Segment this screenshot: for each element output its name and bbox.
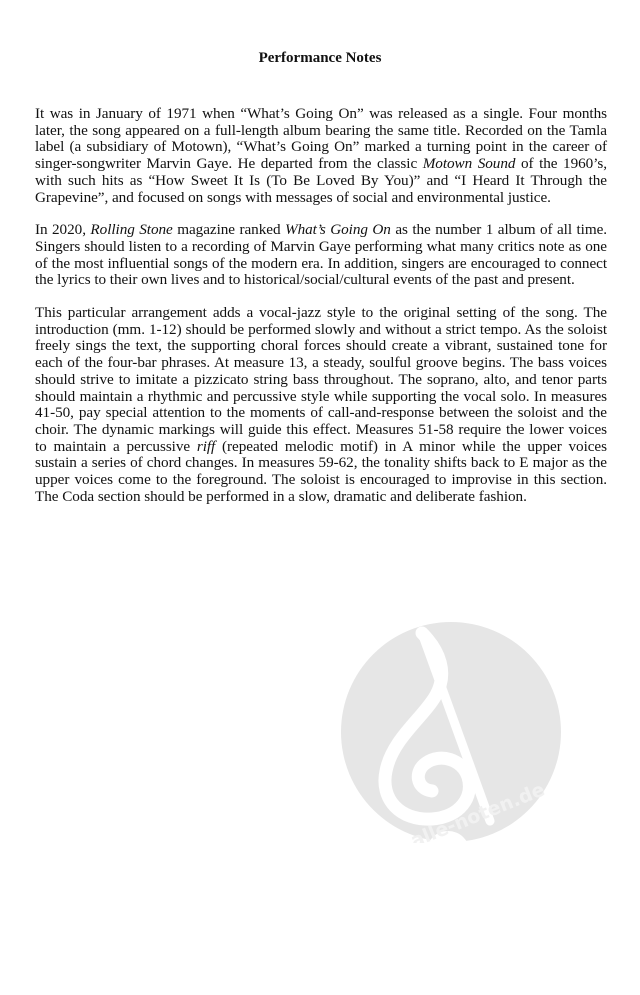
- watermark-circle: [341, 622, 561, 842]
- watermark-text: alle-noten.de: [407, 778, 548, 843]
- text-segment: as the number 1 album of all time. Singers should listen to a recording of Marvin Gaye performing what many critics note as one of the most influential songs of the modern era. In addition, singers are encouraged to connect the lyrics to their own lives and to historical/social/cultural events of the past and present.: [35, 221, 608, 289]
- italic-term-riff: riff: [196, 437, 216, 455]
- paragraph-recognition: [35, 222, 607, 289]
- text-segment: of the 1960’s, with such hits as “How Sweet It Is (To Be Loved By You)” and “I Heard It Through the Grapevine”, and focused on songs with messages of social and environmental justice.: [35, 155, 607, 206]
- paragraph-arrangement: [35, 305, 607, 505]
- text-segment: magazine ranked: [172, 221, 285, 239]
- performance-notes-body: [35, 106, 607, 521]
- page-title: Performance Notes: [258, 50, 382, 66]
- text-segment: In 2020,: [35, 221, 91, 239]
- treble-clef-icon: [340, 621, 562, 843]
- watermark-logo: [340, 621, 562, 843]
- text-segment: It was in January of 1971 when “What’s Going On” was released as a single. Four months later, the song appeared on a full-length album bearing the same title. Recorded on the Tamla label (a subsidiary of Motown), “What’s Going On” marked a turning point in the career of singer-songwriter Marvin Gaye. He departed from the classic: [35, 105, 607, 173]
- italic-title-rolling-stone: Rolling Stone: [90, 221, 173, 239]
- text-segment: This particular arrangement adds a vocal-jazz style to the original setting of the song. The introduction (mm. 1-12) should be performed slowly and without a strict tempo. As the soloist freely sings the text, the supporting choral forces should create a vibrant, sustained tone for each of the four-bar phrases. At measure 13, a steady, soulful groove begins. The bass voices should strive to imitate a pizzicato string bass throughout. The soprano, alto, and tenor parts should maintain a rhythmic and percussive style while supporting the vocal solo. In measures 41-50, pay special attention to the moments of call-and-response between the soloist and the choir. The dynamic markings will guide this effect. Measures 51-58 require the lower voices to maintain a percussive: [35, 304, 607, 455]
- italic-title-album: What’s Going On: [284, 221, 391, 239]
- italic-title-motown-sound: Motown Sound: [422, 155, 516, 173]
- text-segment: (repeated melodic motif) in A minor while the upper voices sustain a series of chord changes. In measures 59-62, the tonality shifts back to E major as the upper voices come to the foreground. The soloist is encouraged to improvise in this section. The Coda section should be performed in a slow, dramatic and deliberate fashion.: [35, 437, 607, 505]
- paragraph-history: [35, 106, 607, 206]
